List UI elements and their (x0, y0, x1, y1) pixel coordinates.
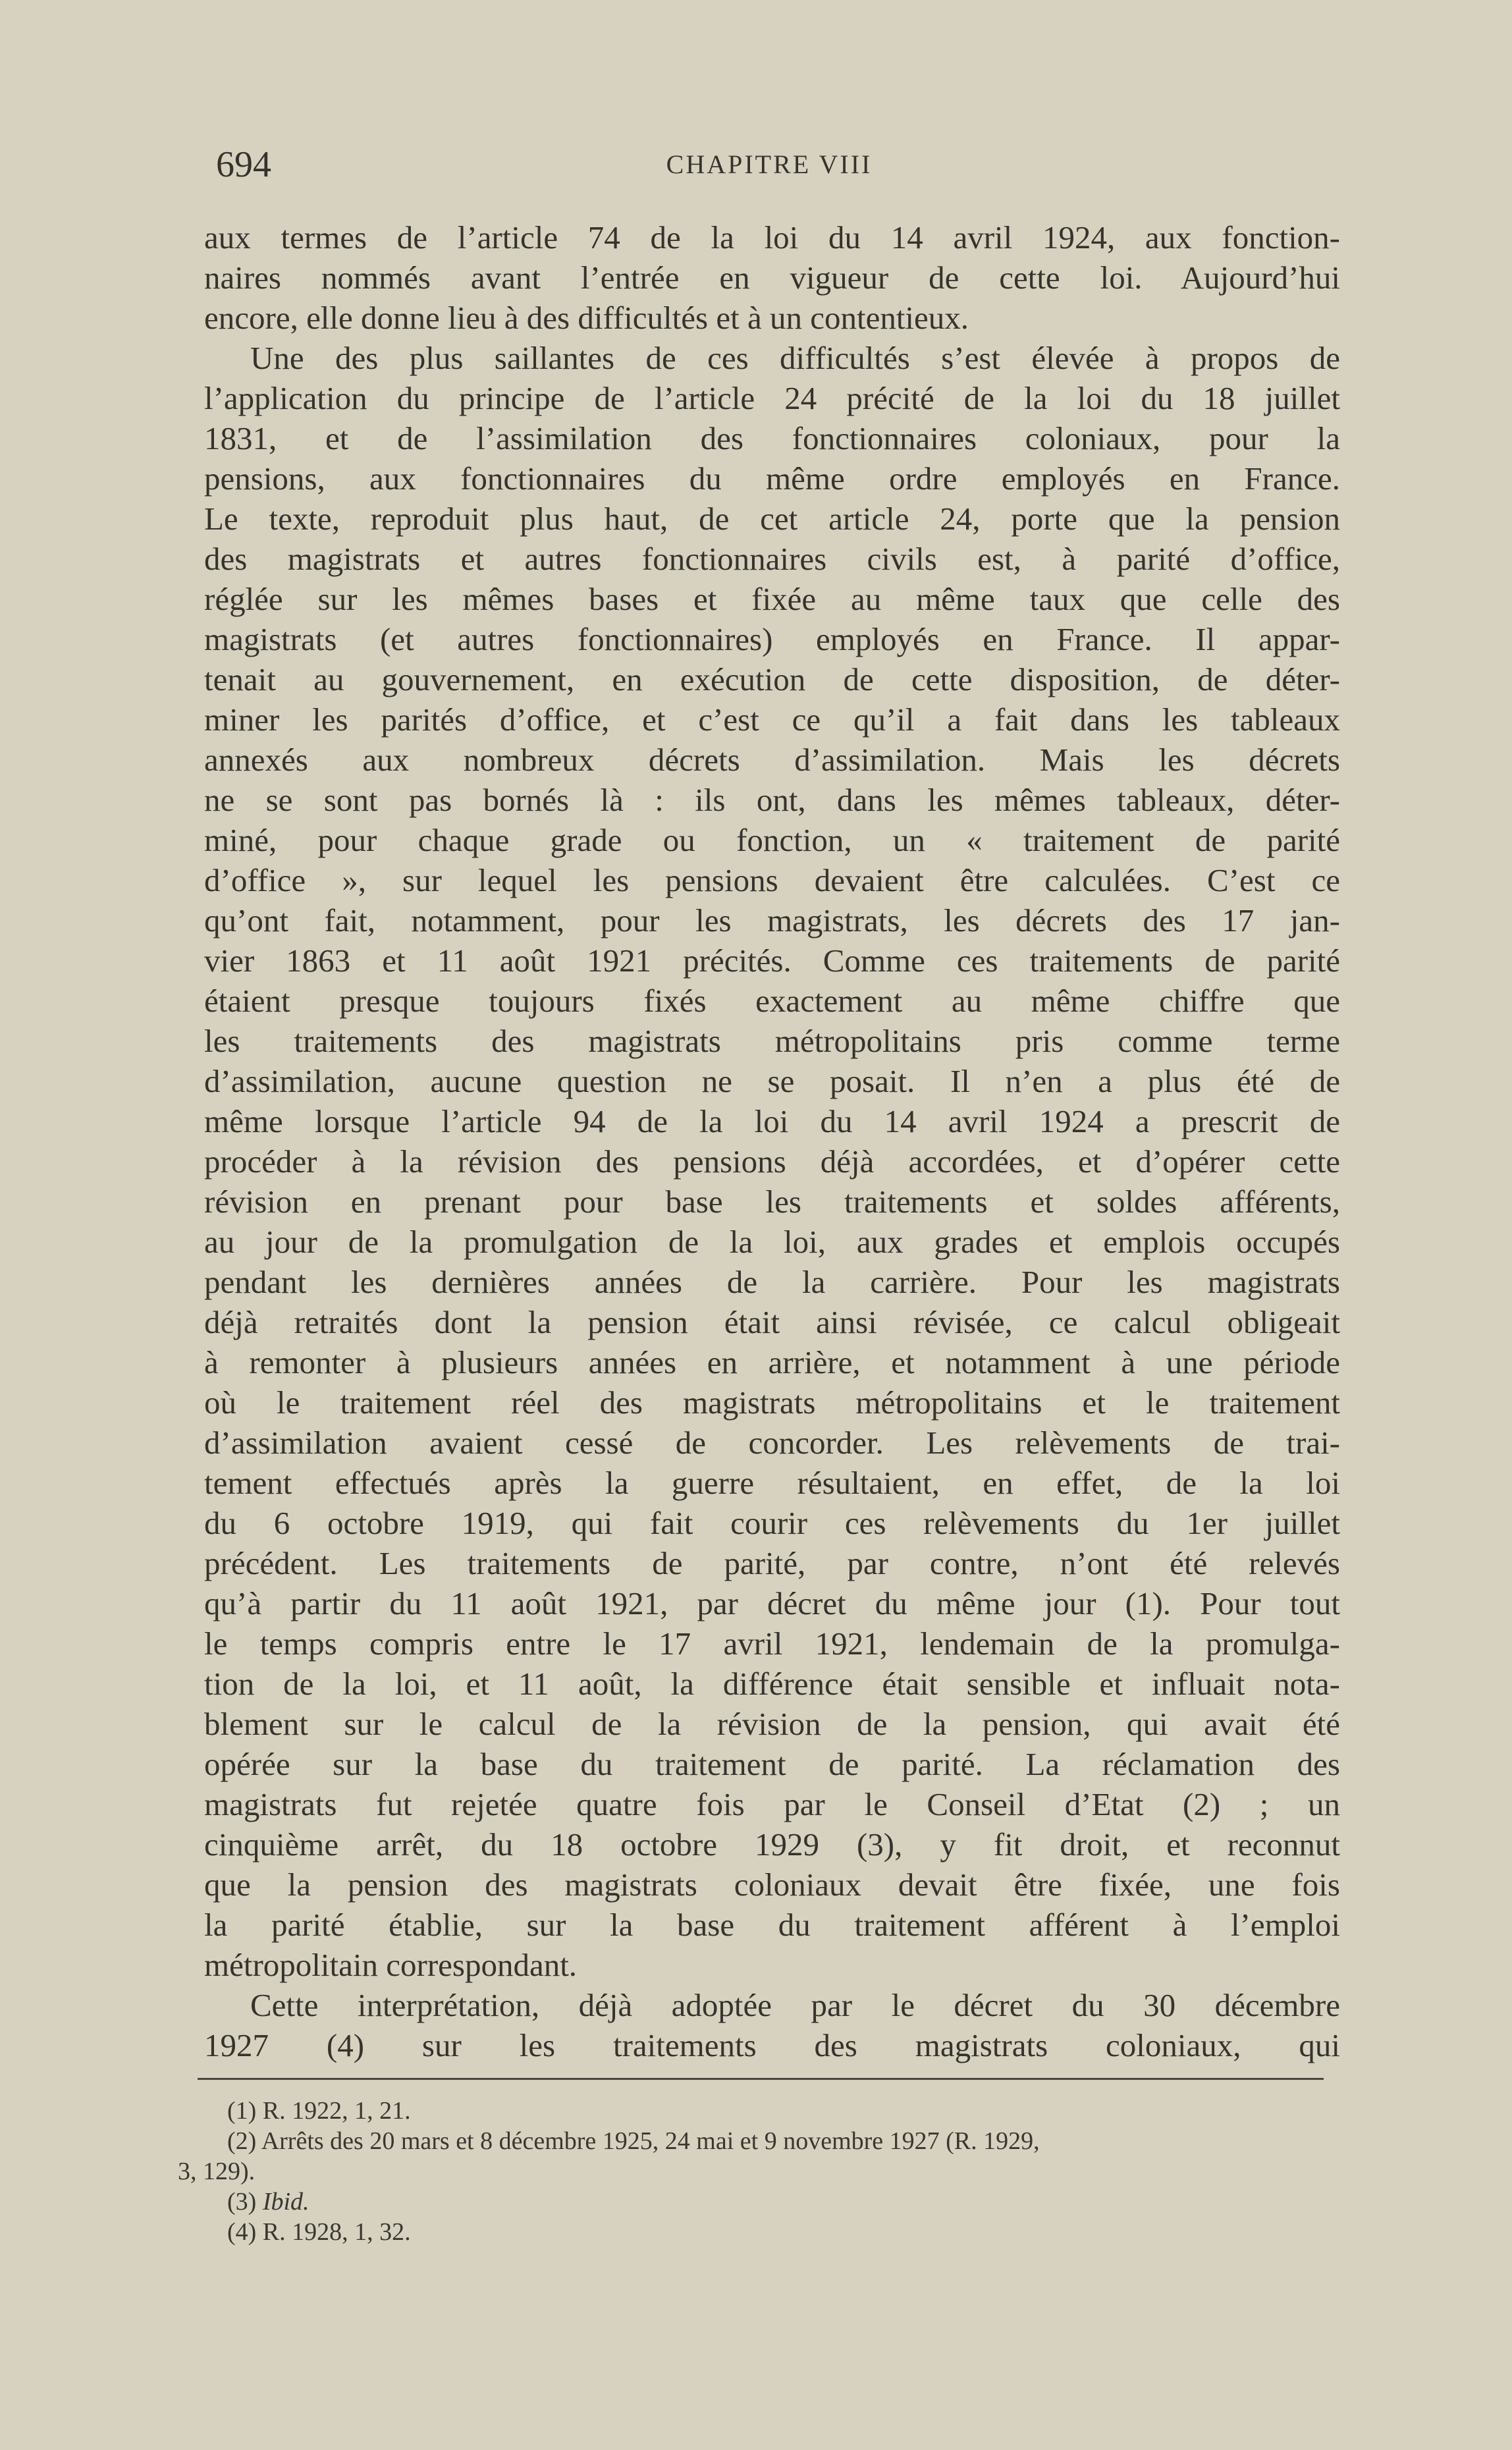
text-line: vier 1863 et 11 août 1921 précités. Comme ces traitements de parité (204, 942, 1340, 979)
text-line: métropolitain correspondant. (204, 1947, 578, 1983)
text-line: ne se sont pas bornés là : ils ont, dans les mêmes tableaux, déter- (204, 782, 1340, 818)
text-line: procéder à la révision des pensions déjà accordées, et d’opérer cette (204, 1143, 1340, 1180)
footnote-3 (178, 2187, 1337, 2217)
text-line: tement effectués après la guerre résultaient, en effet, de la loi (204, 1465, 1340, 1501)
footnote-divider (198, 2078, 1324, 2080)
text-line: magistrats (et autres fonctionnaires) employés en France. Il appar- (204, 621, 1340, 657)
text-line: encore, elle donne lieu à des difficultés et à un contentieux. (204, 300, 969, 336)
text-line: d’office », sur lequel les pensions devaient être calculées. C’est ce (204, 862, 1340, 898)
footnote-3-text: Ibid. (262, 2188, 310, 2216)
text-line: à remonter à plusieurs années en arrière, et notamment à une période (204, 1344, 1340, 1380)
text-line: d’assimilation, aucune question ne se posait. Il n’en a plus été de (204, 1063, 1340, 1099)
footnote-3-number: (3) (227, 2188, 257, 2216)
text-line: des magistrats et autres fonctionnaires civils est, à parité d’office, (204, 541, 1340, 577)
text-line: Cette interprétation, déjà adoptée par le décret du 30 décembre (250, 1987, 1340, 2023)
text-line: réglée sur les mêmes bases et fixée au même taux que celle des (204, 581, 1340, 617)
text-line: blement sur le calcul de la révision de la pension, qui avait été (204, 1706, 1340, 1742)
text-line: où le traitement réel des magistrats métropolitains et le traitement (204, 1384, 1340, 1421)
footnote-2: (2) Arrêts des 20 mars et 8 décembre 1925, 24 mai et 9 novembre 1927 (R. 1929, (227, 2127, 1040, 2155)
text-line: qu’ont fait, notamment, pour les magistrats, les décrets des 17 jan- (204, 902, 1340, 939)
text-line: qu’à partir du 11 août 1921, par décret du même jour (1). Pour tout (204, 1585, 1340, 1621)
text-line: cinquième arrêt, du 18 octobre 1929 (3), y fit droit, et reconnut (204, 1826, 1340, 1863)
text-line: tion de la loi, et 11 août, la différence était sensible et influait nota- (204, 1666, 1340, 1702)
text-line: que la pension des magistrats coloniaux devait être fixée, une fois (204, 1866, 1340, 1903)
text-line: la parité établie, sur la base du traitement afférent à l’emploi (204, 1907, 1340, 1943)
page-header (216, 142, 1322, 188)
page-number: 694 (216, 144, 271, 185)
running-title: CHAPITRE VIII (666, 150, 873, 179)
text-line: magistrats fut rejetée quatre fois par le Conseil d’Etat (2) ; un (204, 1786, 1340, 1822)
text-line: pensions, aux fonctionnaires du même ordre employés en France. (204, 460, 1340, 497)
text-line: 1927 (4) sur les traitements des magistrats coloniaux, qui (204, 2027, 1340, 2063)
text-line: miner les parités d’office, et c’est ce qu’il a fait dans les tableaux (204, 701, 1340, 738)
text-line: étaient presque toujours fixés exactement au même chiffre que (204, 983, 1340, 1019)
text-line: le temps compris entre le 17 avril 1921, lendemain de la promulga- (204, 1625, 1340, 1662)
text-line: miné, pour chaque grade ou fonction, un « traitement de parité (204, 822, 1340, 858)
text-line: l’application du principe de l’article 24 précité de la loi du 18 juillet (204, 380, 1340, 416)
text-line: opérée sur la base du traitement de parité. La réclamation des (204, 1746, 1340, 1782)
text-line: pendant les dernières années de la carrière. Pour les magistrats (204, 1264, 1340, 1300)
body-text (204, 217, 1340, 2065)
text-line: révision en prenant pour base les traitements et soldes afférents, (204, 1184, 1340, 1220)
text-line: au jour de la promulgation de la loi, aux grades et emplois occupés (204, 1224, 1340, 1260)
footnote-1: (1) R. 1922, 1, 21. (227, 2097, 411, 2125)
footnote-2-continuation: 3, 129). (178, 2158, 256, 2185)
text-line: précédent. Les traitements de parité, par contre, n’ont été relevés (204, 1545, 1340, 1581)
footnote-4: (4) R. 1928, 1, 32. (227, 2218, 411, 2246)
text-line: du 6 octobre 1919, qui fait courir ces relèvements du 1er juillet (204, 1505, 1340, 1541)
text-line: même lorsque l’article 94 de la loi du 14 avril 1924 a prescrit de (204, 1103, 1340, 1139)
text-line: naires nommés avant l’entrée en vigueur de cette loi. Aujourd’hui (204, 259, 1340, 296)
text-line: les traitements des magistrats métropolitains pris comme terme (204, 1023, 1340, 1059)
text-line: déjà retraités dont la pension était ainsi révisée, ce calcul obligeait (204, 1304, 1340, 1340)
text-line: aux termes de l’article 74 de la loi du 14 avril 1924, aux fonction- (204, 219, 1340, 256)
text-line: Une des plus saillantes de ces difficultés s’est élevée à propos de (250, 340, 1340, 376)
text-line: d’assimilation avaient cessé de concorder. Les relèvements de trai- (204, 1425, 1340, 1461)
text-line: Le texte, reproduit plus haut, de cet article 24, porte que la pension (204, 501, 1340, 537)
text-line: annexés aux nombreux décrets d’assimilation. Mais les décrets (204, 742, 1340, 778)
text-line: tenait au gouvernement, en exécution de cette disposition, de déter- (204, 661, 1340, 697)
text-line: 1831, et de l’assimilation des fonctionnaires coloniaux, pour la (204, 420, 1340, 456)
footnotes (178, 2096, 1337, 2247)
